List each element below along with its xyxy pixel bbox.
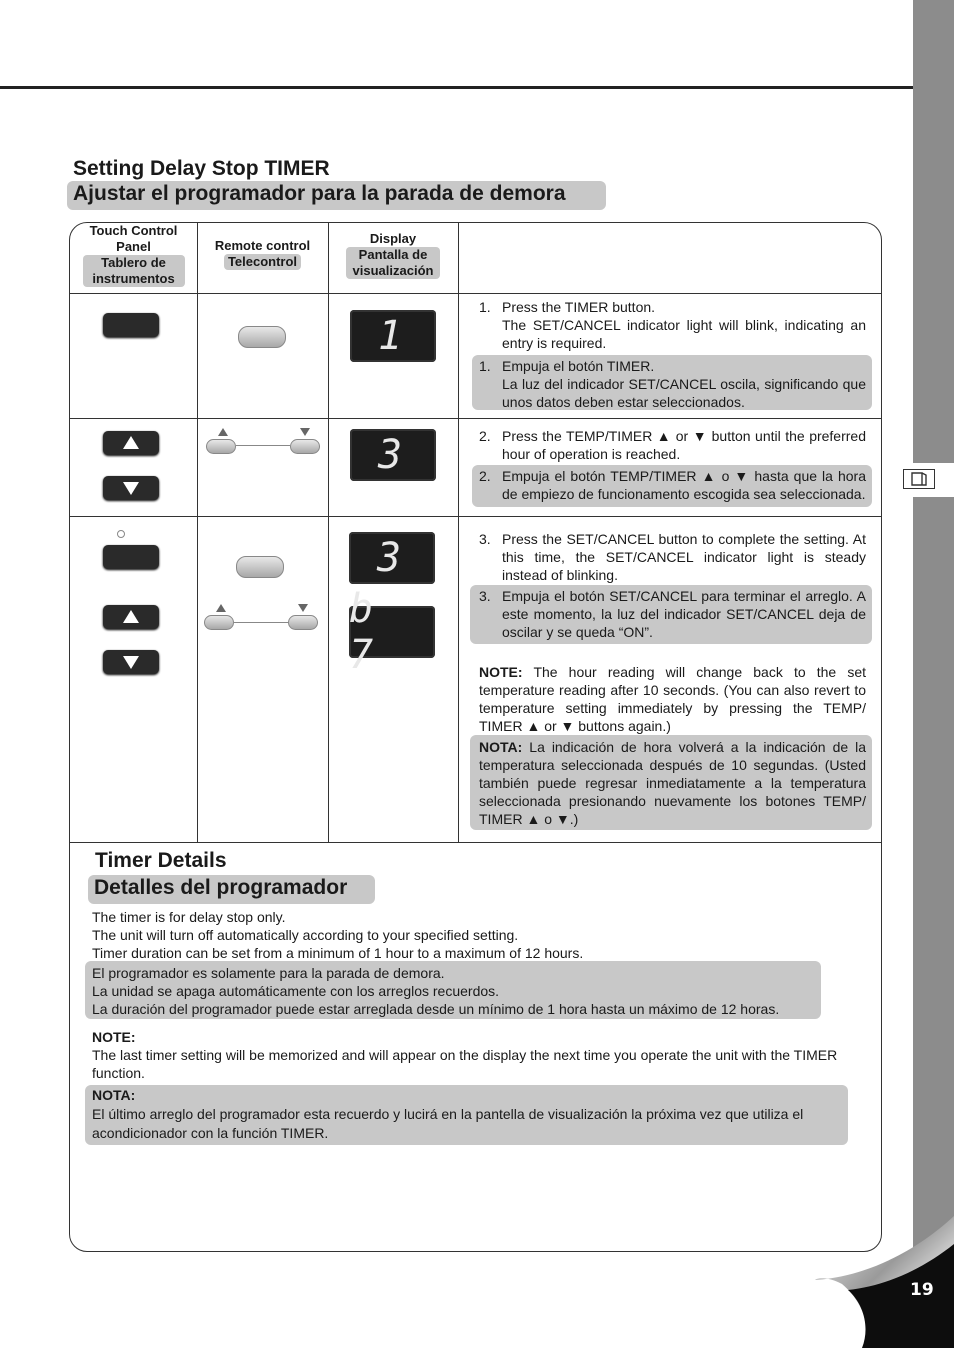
display-readout: 3 (350, 429, 436, 481)
temp-timer-down-button[interactable] (103, 476, 159, 500)
remote-down-button[interactable] (288, 615, 318, 630)
note-label: NOTE: (479, 664, 523, 680)
header-remote-es: Telecontrol (224, 254, 301, 270)
header-remote-en: Remote control (214, 238, 311, 253)
note-en (479, 663, 866, 735)
table-col-rule (328, 222, 329, 842)
step-text: Press the TEMP/TIMER ▲ or ▼ button until the preferred hour of operation is reached. (502, 428, 866, 462)
step-number: 2. (479, 428, 491, 444)
display-readout: 1 (350, 310, 436, 362)
page-number: 19 (910, 1280, 934, 1300)
step-number: 1. (479, 358, 491, 374)
note-text: The last timer setting will be memorized and will appear on the display the next time you operate the unit with the TIMER function. (92, 1047, 838, 1081)
side-bar (913, 0, 954, 1348)
header-display-en: Display (369, 231, 417, 246)
set-cancel-indicator (117, 530, 125, 538)
timer-details-title-es: Detalles del programador (88, 875, 375, 904)
memory-note-es (92, 1086, 844, 1143)
step-text: Empuja el botón TEMP/TIMER ▲ o ▼ hasta que la hora de empiezo de funcionamento escogida sea seleccionada. (502, 468, 866, 502)
step1-en (479, 298, 866, 352)
step-text: Press the SET/CANCEL button to complete the setting. At this time, the SET/CANCEL indicator light is steady instead of blinking. (502, 531, 866, 583)
section-title-es: Ajustar el programador para la parada de demora (67, 181, 606, 210)
display-readout: b 7 (349, 606, 435, 658)
remote-button-link (236, 445, 290, 446)
table-rule (69, 418, 882, 419)
step-text: Empuja el botón SET/CANCEL para terminar el arreglo. A este momento, la luz del indicador SET/CANCEL deja de oscilar y se queda “ON”. (502, 588, 866, 640)
remote-timer-button[interactable] (238, 326, 286, 348)
paragraph-line: The unit will turn off automatically according to your specified setting. (92, 927, 519, 943)
step2-es (479, 467, 866, 503)
timer-details-es (92, 964, 817, 1018)
note-text: El último arreglo del programador esta recuerdo y lucirá en la pantella de visualización la próxima vez que utiliza el acondicionador con la función TIMER. (92, 1106, 804, 1141)
memory-note-en (92, 1028, 852, 1082)
header-display (330, 231, 456, 279)
header-remote (199, 238, 326, 270)
remote-up-button[interactable] (206, 439, 236, 454)
step-text: Press the TIMER button. (502, 299, 656, 315)
note-label: NOTE: (92, 1029, 136, 1045)
header-touch-panel (72, 223, 195, 287)
top-rule (0, 86, 913, 89)
paragraph-line: Timer duration can be set from a minimum of 1 hour to a maximum of 12 hours. (92, 945, 584, 961)
note-text: La indicación de hora volverá a la indicación de la temperatura seleccionada después de 10 segundas. (Usted también puede regresar inmediatamente a la temperatura seleccionada presionando nuevamente los botones TEMP/ TIMER ▲ o ▼.) (479, 739, 867, 827)
note-text: The hour reading will change back to the set temperature reading after 10 seconds. (You can also revert to temperature setting immediately by pressing the TEMP/ TIMER ▲ or ▼ buttons again.) (479, 664, 866, 734)
timer-button[interactable] (103, 313, 159, 337)
header-touch-es: Tablero de instrumentos (83, 255, 185, 287)
paragraph-line: El programador es solamente para la parada de demora. (92, 965, 445, 981)
step-text: Empuja el botón TIMER. (502, 358, 655, 374)
timer-details-title-en: Timer Details (95, 849, 227, 872)
step3-es (479, 587, 866, 641)
step-number: 3. (479, 531, 491, 547)
paragraph-line: La duración del programador puede estar arreglada desde un mínimo de 1 hora hasta un máximo de 12 horas. (92, 1001, 780, 1017)
step1-es (479, 357, 866, 411)
display-readout: 3 (349, 532, 435, 584)
table-col-rule (197, 222, 198, 842)
up-arrow-icon (123, 610, 139, 623)
timer-details-en (92, 908, 862, 962)
step-text: The SET/CANCEL indicator light will blink, indicating an entry is required. (502, 317, 866, 351)
step-number: 1. (479, 299, 491, 315)
up-arrow-icon (123, 436, 139, 449)
step-text: La luz del indicador SET/CANCEL oscila, significando que unos datos deben estar seleccionados. (502, 376, 866, 410)
down-arrow-icon (298, 604, 308, 612)
table-rule (69, 516, 882, 517)
temp-timer-down-button[interactable] (103, 650, 159, 674)
paragraph-line: The timer is for delay stop only. (92, 909, 286, 925)
header-touch-en: Touch Control Panel (89, 223, 178, 254)
note-label: NOTA: (479, 739, 523, 755)
remote-down-button[interactable] (290, 439, 320, 454)
temp-timer-up-button[interactable] (103, 605, 159, 629)
down-arrow-icon (123, 656, 139, 669)
header-display-es: Pantalla de visualización (346, 247, 440, 279)
up-arrow-icon (216, 604, 226, 612)
remote-up-button[interactable] (204, 615, 234, 630)
section-title-en: Setting Delay Stop TIMER (73, 157, 330, 180)
step2-en (479, 427, 866, 463)
paragraph-line: La unidad se apaga automáticamente con los arreglos recuerdos. (92, 983, 500, 999)
remote-set-cancel-button[interactable] (236, 556, 284, 578)
step3-en (479, 530, 866, 584)
step-number: 3. (479, 588, 491, 604)
down-arrow-icon (300, 428, 310, 436)
step-number: 2. (479, 468, 491, 484)
remote-button-link (234, 622, 288, 623)
table-col-rule (458, 222, 459, 842)
set-cancel-button[interactable] (103, 545, 159, 569)
temp-timer-up-button[interactable] (103, 431, 159, 455)
note-label: NOTA: (92, 1087, 136, 1103)
table-rule (69, 293, 882, 294)
down-arrow-icon (123, 482, 139, 495)
note-es (479, 738, 866, 828)
table-rule (69, 842, 882, 843)
up-arrow-icon (218, 428, 228, 436)
book-icon (903, 469, 935, 489)
